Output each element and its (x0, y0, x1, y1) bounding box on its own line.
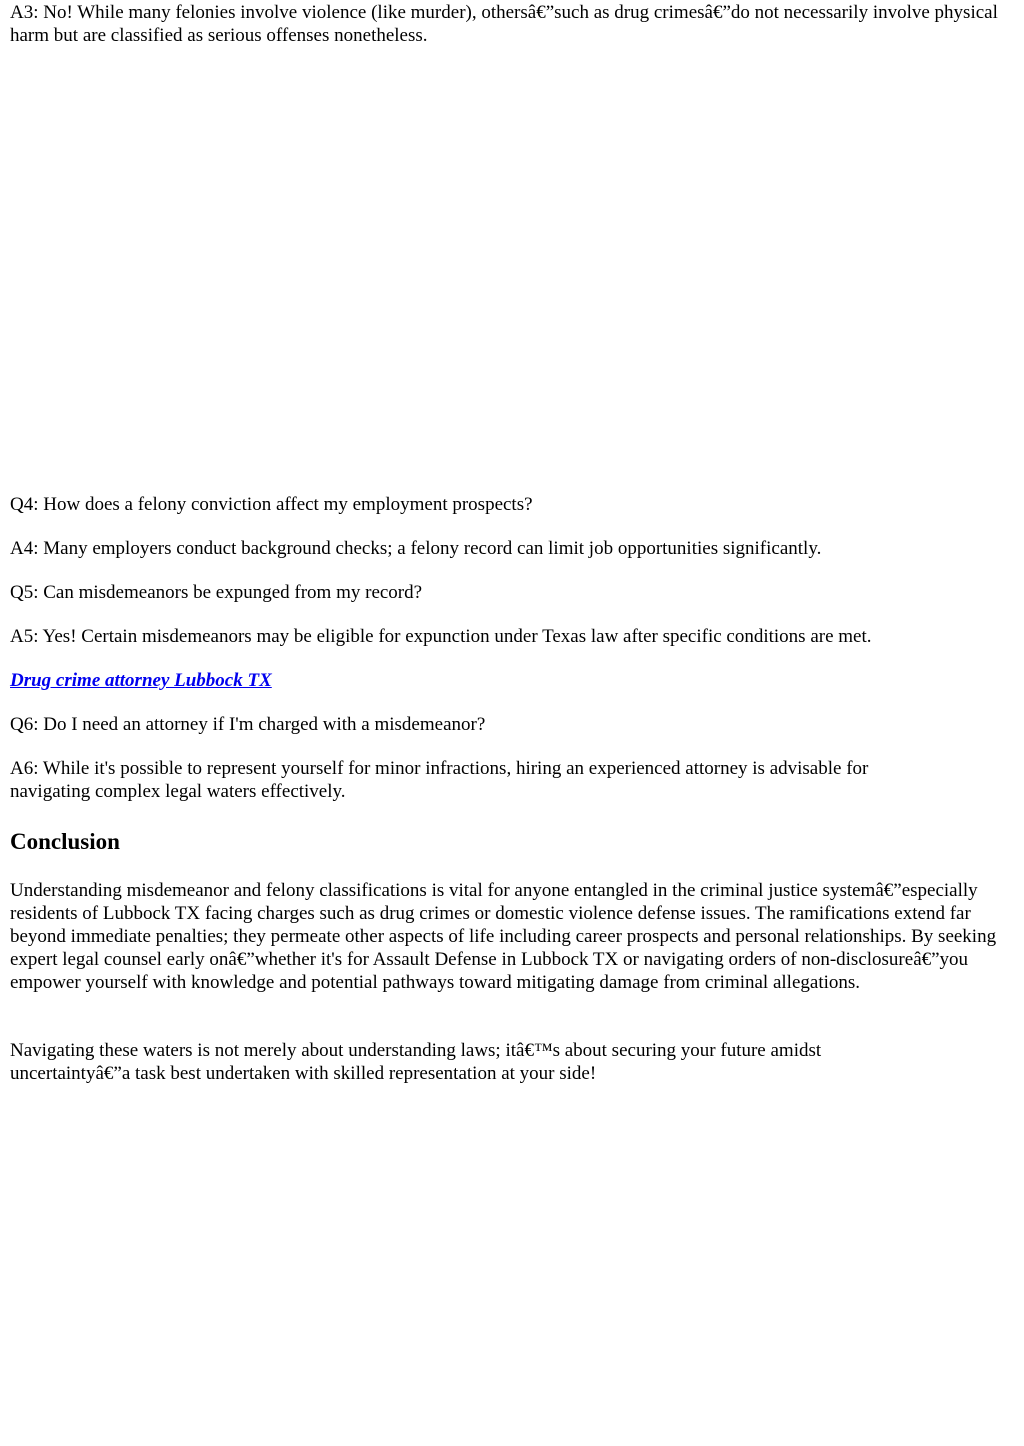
link-paragraph (10, 669, 1014, 692)
answer-3: A3: No! While many felonies involve violence (like murder), othersâ€”such as drug crimesâ€”do not necessarily involve physical harm but are classified as serious offenses nonetheless. (10, 2, 998, 46)
conclusion-paragraph-2: Navigating these waters is not merely about understanding laws; itâ€™s about securing your future amidst uncertaintyâ€”a task best undertaken with skilled representation at your side! (10, 1040, 822, 1084)
answer-5: A5: Yes! Certain misdemeanors may be eligible for expunction under Texas law after specific conditions are met. (10, 626, 872, 647)
question-5: Q5: Can misdemeanors be expunged from my record? (10, 582, 423, 603)
conclusion-paragraph-1: Understanding misdemeanor and felony classifications is vital for anyone entangled in the criminal justice systemâ€”especially residents of Lubbock TX facing charges such as drug crimes or domestic violence defense issues. The ramifications extend far beyond immediate penalties; they permeate other aspects of life including career prospects and personal relationships. By seeking expert legal counsel early onâ€”whether it's for Assault Defense in Lubbock TX or navigating orders of non-disclosureâ€”you empower yourself with knowledge and potential pathways toward mitigating damage from criminal allegations. (10, 880, 997, 993)
answer-4: A4: Many employers conduct background checks; a felony record can limit job opportunities significantly. (10, 538, 822, 559)
drug-crime-attorney-link[interactable]: Drug crime attorney Lubbock TX (10, 670, 272, 691)
question-4: Q4: How does a felony conviction affect my employment prospects? (10, 494, 533, 515)
question-6: Q6: Do I need an attorney if I'm charged with a misdemeanor? (10, 714, 486, 735)
conclusion-heading: Conclusion (10, 829, 120, 854)
answer-6: A6: While it's possible to represent yourself for minor infractions, hiring an experienced attorney is advisable for navigating complex legal waters effectively. (10, 758, 869, 802)
